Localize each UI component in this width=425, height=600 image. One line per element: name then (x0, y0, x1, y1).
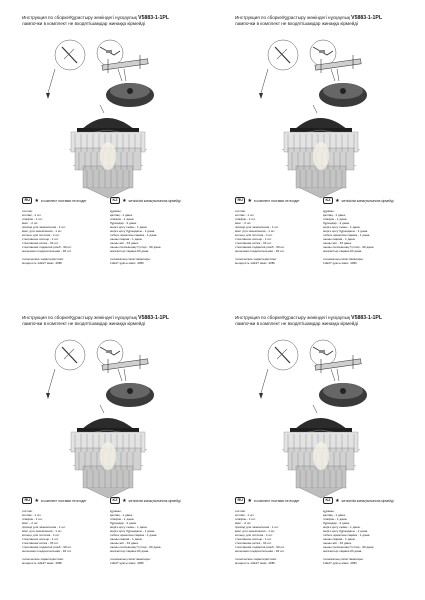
kz-parts-column (323, 209, 409, 265)
list-item: құрамы: (323, 509, 335, 513)
list-item: шыны салпыншақ Гүлтар - 90 дана (110, 545, 161, 550)
list-item: плафон - 1 дана. (110, 517, 135, 522)
spec-heading: технические характеристики: (22, 257, 64, 262)
star-icon: ★ (335, 197, 340, 204)
header-title: Инструкция по сборке/Құрастыру жөніндегі нұсқаулық (235, 15, 350, 20)
list-item: жалғастыр сақина-93 дана. (323, 549, 363, 554)
legend-kz-text: жеткізілім жинақтылығына кірмейді (341, 198, 394, 203)
list-item: состав: (235, 209, 246, 213)
star-icon: ★ (34, 197, 39, 204)
legend-ru (235, 497, 300, 504)
list-item: жерге қосу сымы - 1 дана. (323, 225, 361, 230)
mounting-bracket-icon (315, 359, 361, 370)
spec-heading: техникалық сипаттамалары: (110, 257, 151, 262)
list-item: бұрандар - 2 дана. (323, 521, 350, 526)
bulb-glow (100, 442, 116, 470)
ru-language-badge: RU (235, 197, 245, 204)
list-item: плафон - 1 шт. (22, 517, 43, 522)
star-icon: ★ (122, 197, 127, 204)
list-item: жерге қосу сымы - 1 дана. (110, 225, 148, 230)
list-item: стеклянная подвеска рожб - 90 шт. (235, 245, 285, 250)
list-item: құрамы: (110, 509, 122, 513)
list-item: стеклянная подвеска рожб - 90 шт. (22, 545, 72, 550)
mounting-bracket-icon (102, 59, 148, 70)
list-item: стеклянное кольцо - 1 шт. (235, 237, 272, 242)
list-item: жерге қосу бұрандасы - 1 дана. (110, 529, 156, 534)
list-item: провод для заземления - 1 шт. (235, 225, 279, 230)
legend-kz (323, 197, 394, 204)
chandelier-image (268, 408, 373, 500)
list-item: плафон - 1 шт. (235, 517, 256, 522)
spec-value: мощность 1хE27 макс. 40Вт (22, 261, 63, 266)
kz-parts-column (323, 509, 409, 565)
kz-language-badge: KZ (323, 197, 333, 204)
assembly-diagram (40, 333, 210, 413)
list-item: винт для заземления - 1 шт. (22, 529, 63, 534)
instruction-copy-bottom-left (0, 300, 212, 600)
assembly-diagram (40, 33, 210, 113)
list-item: бұрандар - 2 дана. (323, 221, 350, 226)
list-item: шыны жіп - 33 дана. (110, 241, 139, 246)
legend-ru (22, 197, 87, 204)
assembly-diagram (253, 33, 423, 113)
spec-heading: технические характеристики: (235, 557, 277, 562)
legend-kz-text: жеткізілім жинақтылығына кірмейді (128, 498, 181, 503)
list-item: жалғастыр сақина-93 дана. (110, 549, 150, 554)
legend-kz (110, 197, 181, 204)
screw-icon (62, 347, 77, 363)
header-title: Инструкция по сборке/Құрастыру жөніндегі нұсқаулық (235, 315, 350, 320)
list-item: состав: (22, 509, 33, 513)
legend-kz (110, 497, 181, 504)
list-item: төбеге арналған сақина - 1 дана. (323, 533, 371, 538)
list-item: шыны жіп - 33 дана. (110, 541, 139, 546)
list-item: қалпақ - 1 дана. (110, 513, 133, 518)
legend (235, 196, 425, 204)
list-item: шыны жіп - 33 дана. (323, 541, 352, 546)
ru-parts-column (22, 509, 108, 565)
list-item: кольцо для потолка - 1 шт. (235, 233, 273, 238)
list-item: шыны салпыншақ Гүлтар - 90 дана (110, 245, 161, 250)
list-item: винт - 2 шт. (22, 521, 39, 526)
list-item: жерге қосу бұрандасы - 1 дана. (110, 229, 156, 234)
list-item: шыны сақина - 1 дана. (323, 537, 356, 542)
legend (22, 196, 212, 204)
assembly-diagram (253, 333, 423, 413)
screw-icon (62, 47, 77, 63)
legend-kz-text: жеткізілім жинақтылығына кірмейді (341, 498, 394, 503)
star-icon: ★ (247, 197, 252, 204)
legend-ru-text: в комплект поставки не входит (253, 198, 300, 203)
ru-parts-column (235, 209, 321, 265)
spec-heading: технические характеристики: (235, 257, 277, 262)
list-item: шыны сақина - 1 дана. (110, 237, 143, 242)
list-item: қалпақ - 1 дана. (323, 213, 346, 218)
list-item: стеклянная нитка - 33 шт. (235, 241, 272, 246)
legend-ru-text: в комплект поставки не входит (40, 498, 87, 503)
kz-language-badge: KZ (323, 497, 333, 504)
list-item: стеклянное кольцо - 1 шт. (235, 537, 272, 542)
star-icon: ★ (34, 497, 39, 504)
chandelier-image (268, 108, 373, 200)
list-item: кольцо для потолка - 1 шт. (22, 533, 60, 538)
list-item: винт для заземления - 1 шт. (235, 529, 276, 534)
list-item: бұрандар - 2 дана. (110, 221, 137, 226)
list-item: бұрандар - 2 дана. (110, 521, 137, 526)
legend-ru-text: в комплект поставки не входит (253, 498, 300, 503)
header (235, 315, 421, 327)
list-item: қалпақ - 1 дана. (110, 213, 133, 218)
header (235, 15, 421, 27)
list-item: плафон - 1 шт. (235, 217, 256, 222)
screw-icon (275, 347, 290, 363)
list-item: стеклянная подвеска рожб - 90 шт. (22, 245, 72, 250)
list-item: состав: (235, 509, 246, 513)
list-item: провод для заземления - 1 шт. (22, 525, 66, 530)
model-number: V5883-1-1PL (351, 15, 383, 21)
mounting-bracket-icon (102, 359, 148, 370)
list-item: колпак - 1 шт. (235, 513, 255, 518)
star-icon: ★ (335, 497, 340, 504)
header (22, 15, 208, 27)
spec-heading: техникалық сипаттамалары: (323, 257, 364, 262)
spec-value: 1xE27 қуаты макс. 40Вт (323, 261, 357, 266)
spec-heading: техникалық сипаттамалары: (110, 557, 151, 562)
instruction-copy-bottom-right (213, 300, 425, 600)
spec-value: мощность 1хE27 макс. 40Вт (22, 561, 63, 566)
list-item: винт - 2 шт. (235, 221, 252, 226)
parts-lists (235, 209, 425, 279)
ru-parts-column (22, 209, 108, 265)
list-item: шыны жіп - 33 дана. (323, 241, 352, 246)
list-item: стеклянное кольцо - 1 шт. (22, 537, 59, 542)
list-item: состав: (22, 209, 33, 213)
parts-lists (22, 209, 212, 279)
header-title: Инструкция по сборке/Құрастыру жөніндегі нұсқаулық (22, 315, 137, 320)
list-item: шыны сақина - 1 дана. (323, 237, 356, 242)
list-item: провод для заземления - 1 шт. (235, 525, 279, 530)
list-item: жалғастыр сақина-93 дана. (323, 249, 363, 254)
list-item: плафон - 1 дана. (110, 217, 135, 222)
list-item: жерге қосу сымы - 1 дана. (323, 525, 361, 530)
kz-parts-column (110, 509, 196, 565)
list-item: құрамы: (323, 209, 335, 213)
list-item: железная соединительная - 93 шт. (235, 249, 285, 254)
ru-parts-column (235, 509, 321, 565)
list-item: винт - 2 шт. (22, 221, 39, 226)
list-item: шыны салпыншақ Гүлтар - 90 дана (323, 245, 374, 250)
legend (22, 496, 212, 504)
list-item: железная соединительная - 93 шт. (22, 549, 72, 554)
model-number: V5883-1-1PL (351, 315, 383, 321)
list-item: шыны салпыншақ Гүлтар - 90 дана (323, 545, 374, 550)
bulb-glow (313, 142, 329, 170)
list-item: қалпақ - 1 дана. (323, 513, 346, 518)
spec-value: мощность 1хE27 макс. 40Вт (235, 561, 276, 566)
ru-language-badge: RU (22, 197, 32, 204)
list-item: жалғастыр сақина-93 дана. (110, 249, 150, 254)
list-item: стеклянная нитка - 33 шт. (22, 541, 59, 546)
list-item: кольцо для потолка - 1 шт. (22, 233, 60, 238)
list-item: колпак - 1 шт. (22, 213, 42, 218)
bulb-glow (100, 142, 116, 170)
mounting-bracket-icon (315, 59, 361, 70)
legend-kz (323, 497, 394, 504)
list-item: колпак - 1 шт. (235, 213, 255, 218)
spec-heading: технические характеристики: (22, 557, 64, 562)
list-item: төбеге арналған сақина - 1 дана. (110, 233, 158, 238)
header-subtitle: лампочки в комплект не входят/шамдар жинаққа кірмейді (235, 21, 358, 27)
list-item: стеклянная подвеска рожб - 90 шт. (235, 545, 285, 550)
list-item: шыны сақина - 1 дана. (110, 537, 143, 542)
legend-kz-text: жеткізілім жинақтылығына кірмейді (128, 198, 181, 203)
bulb-glow (313, 442, 329, 470)
star-icon: ★ (122, 497, 127, 504)
legend (235, 496, 425, 504)
list-item: жерге қосу бұрандасы - 1 дана. (323, 229, 369, 234)
spec-value: 1xE27 қуаты макс. 40Вт (110, 561, 144, 566)
header (22, 315, 208, 327)
ru-language-badge: RU (235, 497, 245, 504)
list-item: жерге қосу бұрандасы - 1 дана. (323, 529, 369, 534)
list-item: колпак - 1 шт. (22, 513, 42, 518)
list-item: плафон - 1 дана. (323, 517, 348, 522)
legend-ru (235, 197, 300, 204)
model-number: V5883-1-1PL (138, 315, 170, 321)
list-item: винт - 2 шт. (235, 521, 252, 526)
list-item: төбеге арналған сақина - 1 дана. (110, 533, 158, 538)
list-item: плафон - 1 шт. (22, 217, 43, 222)
spec-heading: техникалық сипаттамалары: (323, 557, 364, 562)
kz-parts-column (110, 209, 196, 265)
spec-value: мощность 1хE27 макс. 40Вт (235, 261, 276, 266)
list-item: провод для заземления - 1 шт. (22, 225, 66, 230)
parts-lists (22, 509, 212, 579)
list-item: железная соединительная - 93 шт. (235, 549, 285, 554)
spec-value: 1xE27 қуаты макс. 40Вт (323, 561, 357, 566)
list-item: кольцо для потолка - 1 шт. (235, 533, 273, 538)
chandelier-image (55, 408, 160, 500)
model-number: V5883-1-1PL (138, 15, 170, 21)
legend-ru (22, 497, 87, 504)
header-title: Инструкция по сборке/Құрастыру жөніндегі нұсқаулық (22, 15, 137, 20)
header-subtitle: лампочки в комплект не входят/шамдар жинаққа кірмейді (22, 321, 145, 327)
instruction-copy-top-right (213, 0, 425, 300)
kz-language-badge: KZ (110, 497, 120, 504)
ru-language-badge: RU (22, 497, 32, 504)
instruction-copy-top-left (0, 0, 212, 300)
legend-ru-text: в комплект поставки не входит (40, 198, 87, 203)
list-item: плафон - 1 дана. (323, 217, 348, 222)
list-item: винт для заземления - 1 шт. (22, 229, 63, 234)
star-icon: ★ (247, 497, 252, 504)
list-item: стеклянное кольцо - 1 шт. (22, 237, 59, 242)
spec-value: 1xE27 қуаты макс. 40Вт (110, 261, 144, 266)
list-item: құрамы: (110, 209, 122, 213)
list-item: винт для заземления - 1 шт. (235, 229, 276, 234)
list-item: стеклянная нитка - 33 шт. (22, 241, 59, 246)
list-item: төбеге арналған сақина - 1 дана. (323, 233, 371, 238)
screw-icon (275, 47, 290, 63)
list-item: железная соединительная - 93 шт. (22, 249, 72, 254)
kz-language-badge: KZ (110, 197, 120, 204)
header-subtitle: лампочки в комплект не входят/шамдар жинаққа кірмейді (22, 21, 145, 27)
list-item: стеклянная нитка - 33 шт. (235, 541, 272, 546)
header-subtitle: лампочки в комплект не входят/шамдар жинаққа кірмейді (235, 321, 358, 327)
list-item: жерге қосу сымы - 1 дана. (110, 525, 148, 530)
parts-lists (235, 509, 425, 579)
chandelier-image (55, 108, 160, 200)
